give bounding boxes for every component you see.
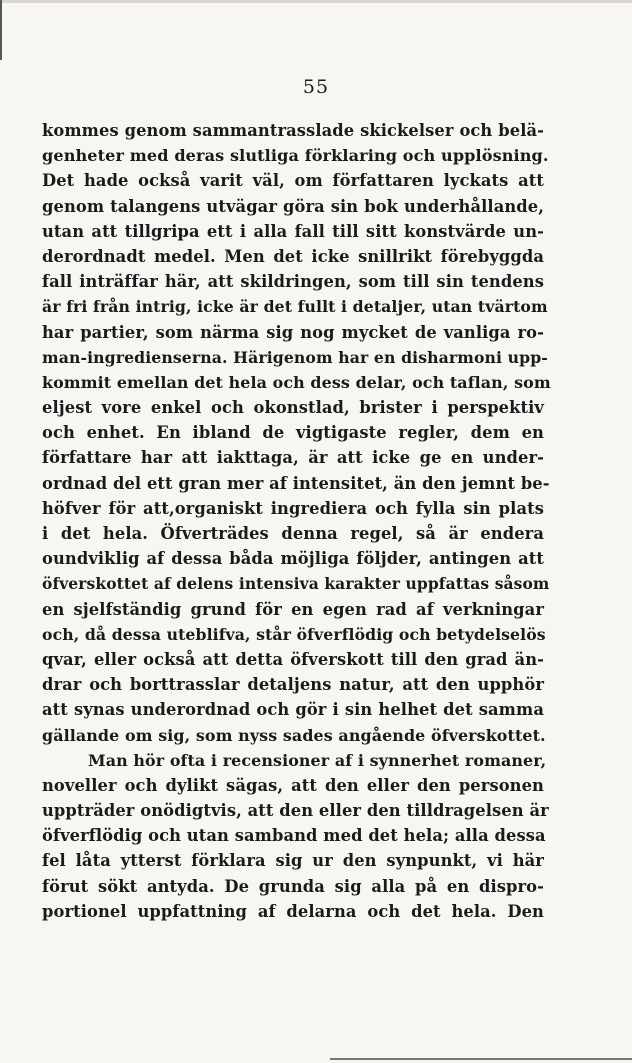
text-line: Det hade också varit väl, om författaren lyckats att [42, 171, 544, 191]
text-line: har partier, som närma sig nog mycket de vanliga ro- [42, 322, 544, 342]
text-line: fel låta ytterst förklara sig ur den synpunkt, vi här [42, 851, 544, 871]
text-line: gällande om sig, som nyss sades angående öfverskottet. [42, 725, 546, 745]
text-line: drar och borttrasslar detaljens natur, att den upphör [42, 675, 544, 695]
text-line: eljest vore enkel och okonstlad, brister i perspektiv [42, 398, 544, 418]
scan-edge-left [0, 0, 2, 60]
text-line: att synas underordnad och gör i sin helhet det samma [42, 700, 544, 720]
text-line: genom talangens utvägar göra sin bok underhållande, [42, 196, 544, 216]
text-line: oundviklig af dessa båda möjliga följder, antingen att [42, 549, 544, 569]
body-text [42, 118, 551, 924]
text-line: och enhet. En ibland de vigtigaste regler, dem en [42, 423, 544, 443]
text-line: genheter med deras slutliga förklaring och upplösning. [42, 146, 549, 166]
text-line: kommes genom sammantrasslade skickelser och belä- [42, 121, 544, 140]
text-line: är fri från intrig, icke är det fullt i detaljer, utan tvärtom [42, 297, 548, 317]
text-line: fall inträffar här, att skildringen, som till sin tendens [42, 272, 544, 292]
text-line: en sjelfständig grund för en egen rad af verkningar [42, 599, 544, 619]
text-line: uppträder onödigtvis, att den eller den tilldragelsen är [42, 801, 549, 821]
text-line: derordnadt medel. Men det icke snillrikt förebyggda [42, 246, 544, 266]
text-line: i det hela. Öfverträdes denna regel, så är endera [42, 524, 544, 543]
text-line: noveller och dylikt sägas, att den eller den personen [42, 775, 544, 795]
text-line: ordnad del ett gran mer af intensitet, än den jemnt be- [42, 473, 550, 493]
text-line: höfver för att,organiskt ingrediera och fylla sin plats [42, 498, 544, 518]
text-line: författare har att iakttaga, är att icke ge en under- [42, 448, 544, 468]
paragraph-start-line: Man hör ofta i recensioner af i synnerhet romaner, [88, 750, 547, 770]
page-number: 55 [302, 76, 330, 98]
text-line: man-ingredienserna. Härigenom har en disharmoni upp- [42, 347, 548, 367]
text-line: portionel uppfattning af delarna och det hela. Den [42, 901, 544, 921]
text-line: utan att tillgripa ett i alla fall till sitt konstvärde un- [42, 221, 544, 241]
scan-edge-top [0, 0, 632, 3]
text-line: öfverflödig och utan samband med det hela; alla dessa [42, 826, 546, 846]
text-line: förut sökt antyda. De grunda sig alla på en dispro- [42, 876, 544, 896]
text-line: och, då dessa uteblifva, står öfverflödig och betydelselös [42, 624, 546, 644]
text-line: qvar, eller också att detta öfverskott till den grad än- [42, 649, 544, 669]
scan-edge-bottom [330, 1058, 632, 1060]
text-line: öfverskottet af delens intensiva karakter uppfattas såsom [42, 574, 550, 594]
text-line: kommit emellan det hela och dess delar, och taflan, som [42, 372, 551, 392]
